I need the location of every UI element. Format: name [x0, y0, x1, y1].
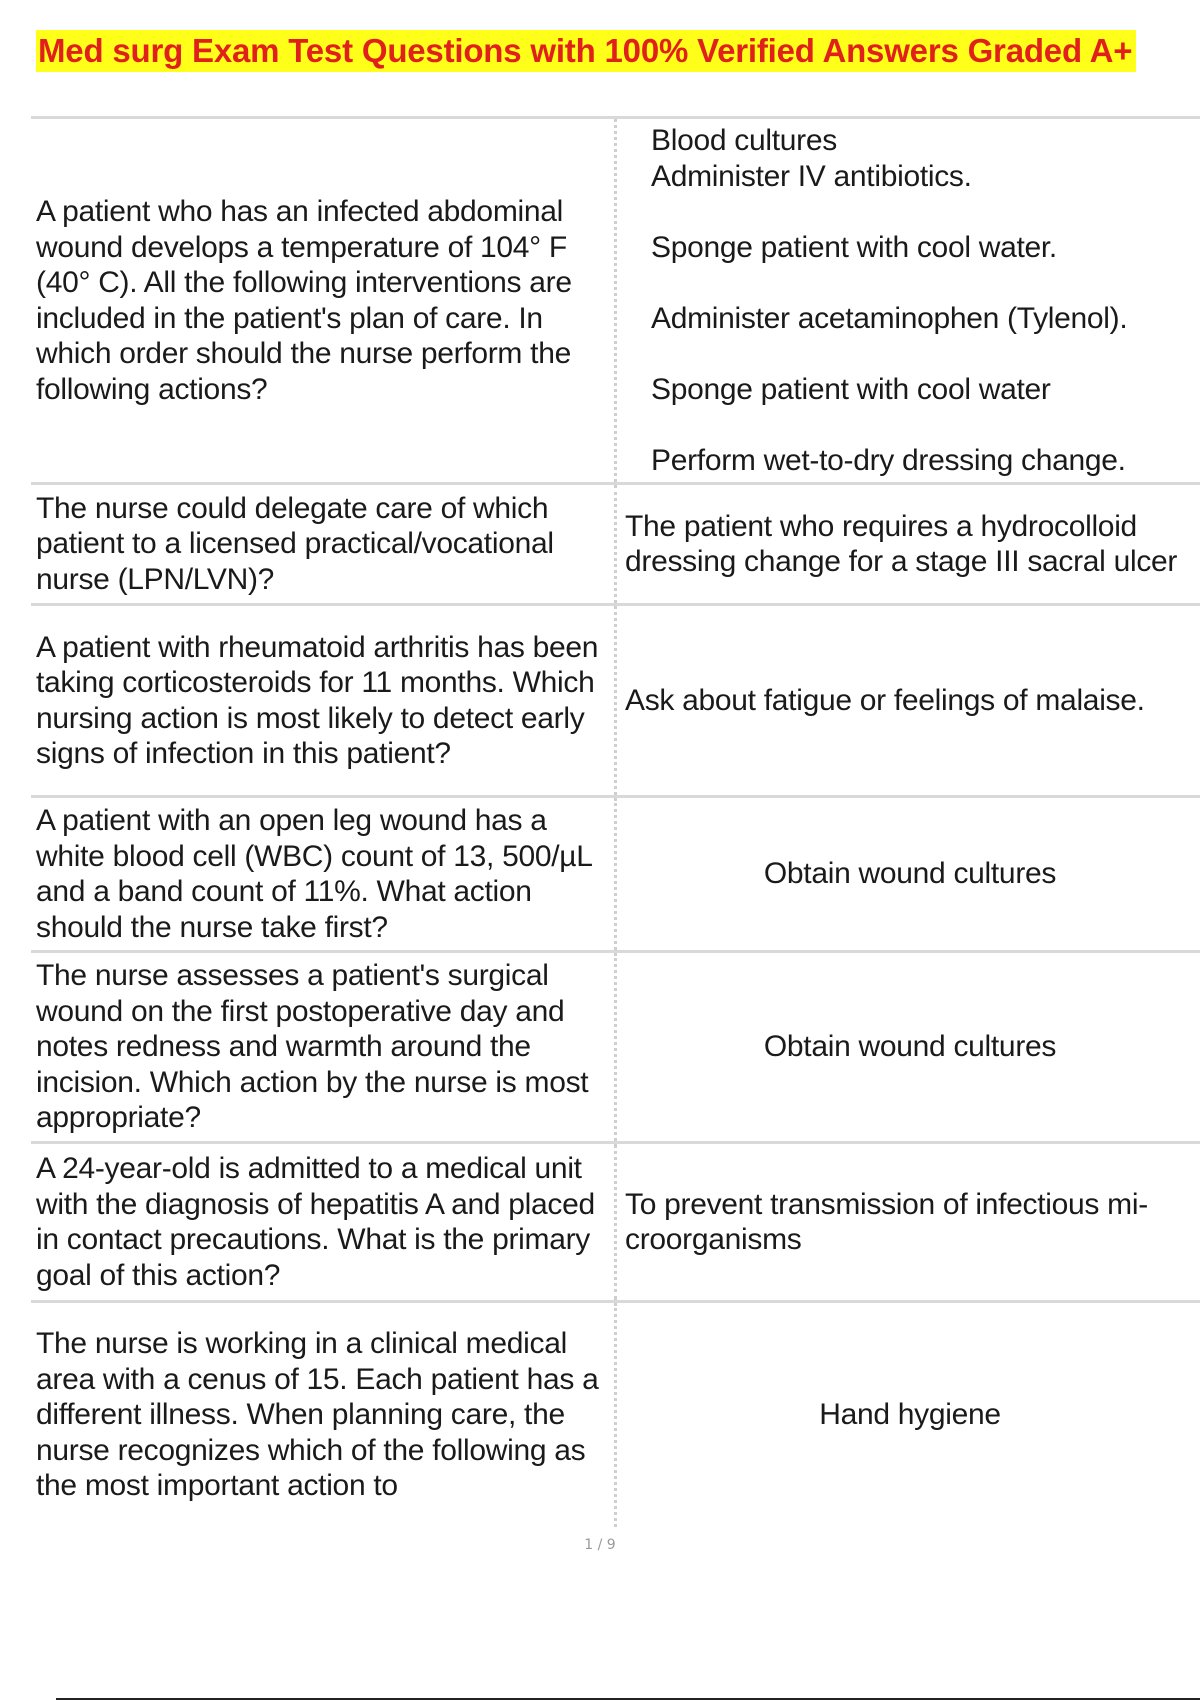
question-cell: A patient with rheumatoid arthritis has been taking corticosteroids for 11 months. Which nursing action is most likely to detect early signs of infection in this patient?	[31, 605, 616, 797]
answer-line-blank	[651, 265, 1195, 301]
table-row	[31, 605, 1200, 797]
answer-line-blank	[651, 336, 1195, 372]
answer-line: Administer acetaminophen (Tylenol).	[651, 301, 1128, 335]
question-cell: A 24-year-old is admitted to a medical unit with the diagnosis of hepatitis A and placed in contact precautions. What is the primary goal of this action?	[31, 1143, 616, 1302]
page-number: 1 / 9	[584, 1537, 616, 1553]
table-row	[31, 484, 1200, 605]
answer-line: Administer IV antibiotics.	[651, 159, 972, 193]
table-row	[31, 118, 1200, 484]
question-cell: The nurse is working in a clinical medical area with a cenus of 15. Each patient has a different illness. When planning care, the nurse recognizes which of the following as the most important action to	[31, 1302, 616, 1527]
answer-line-blank	[651, 407, 1195, 443]
answer-cell: Ask about fatigue or feelings of malaise.	[625, 683, 1145, 717]
answer-line-blank	[651, 194, 1195, 230]
answer-cell	[616, 118, 1200, 484]
answer-line: Perform wet-to-dry dressing change.	[651, 443, 1126, 477]
title-banner	[36, 30, 1136, 72]
answer-line: Sponge patient with cool water.	[651, 230, 1057, 264]
question-cell: The nurse could delegate care of which patient to a licensed practical/vocational nurse (LPN/LVN)?	[31, 484, 616, 605]
table-row	[31, 797, 1200, 952]
answer-cell: Obtain wound cultures	[763, 857, 1057, 891]
document-title: Med surg Exam Test Questions with 100% Verified Answers Graded A+	[36, 30, 1136, 72]
question-cell: A patient with an open leg wound has a white blood cell (WBC) count of 13, 500/µL and a band count of 11%. What action should the nurse take first?	[31, 797, 616, 952]
answer-line: Blood cultures	[651, 124, 837, 157]
answer-cell: The patient who requires a hydrocolloid dressing change for a stage III sacral ulcer	[625, 509, 1178, 578]
question-cell: The nurse assesses a patient's surgical wound on the first postoperative day and notes redness and warmth around the incision. Which action by the nurse is most appropriate?	[31, 952, 616, 1143]
answer-cell: To prevent transmission of infectious mi- croorganisms	[625, 1187, 1148, 1256]
qa-table	[31, 116, 1200, 1527]
answer-line: Sponge patient with cool water	[651, 372, 1051, 406]
answer-list	[625, 123, 1195, 478]
question-cell: A patient who has an infected abdominal wound develops a temperature of 104° F (40° C). All the following interventions are included in the patient's plan of care. In which order should the nurse perform the following actions?	[31, 118, 616, 484]
table-row	[31, 1143, 1200, 1302]
answer-cell: Hand hygiene	[819, 1398, 1001, 1431]
answer-cell: Obtain wound cultures	[763, 1030, 1057, 1064]
table-row	[31, 1302, 1200, 1527]
table-row	[31, 952, 1200, 1143]
